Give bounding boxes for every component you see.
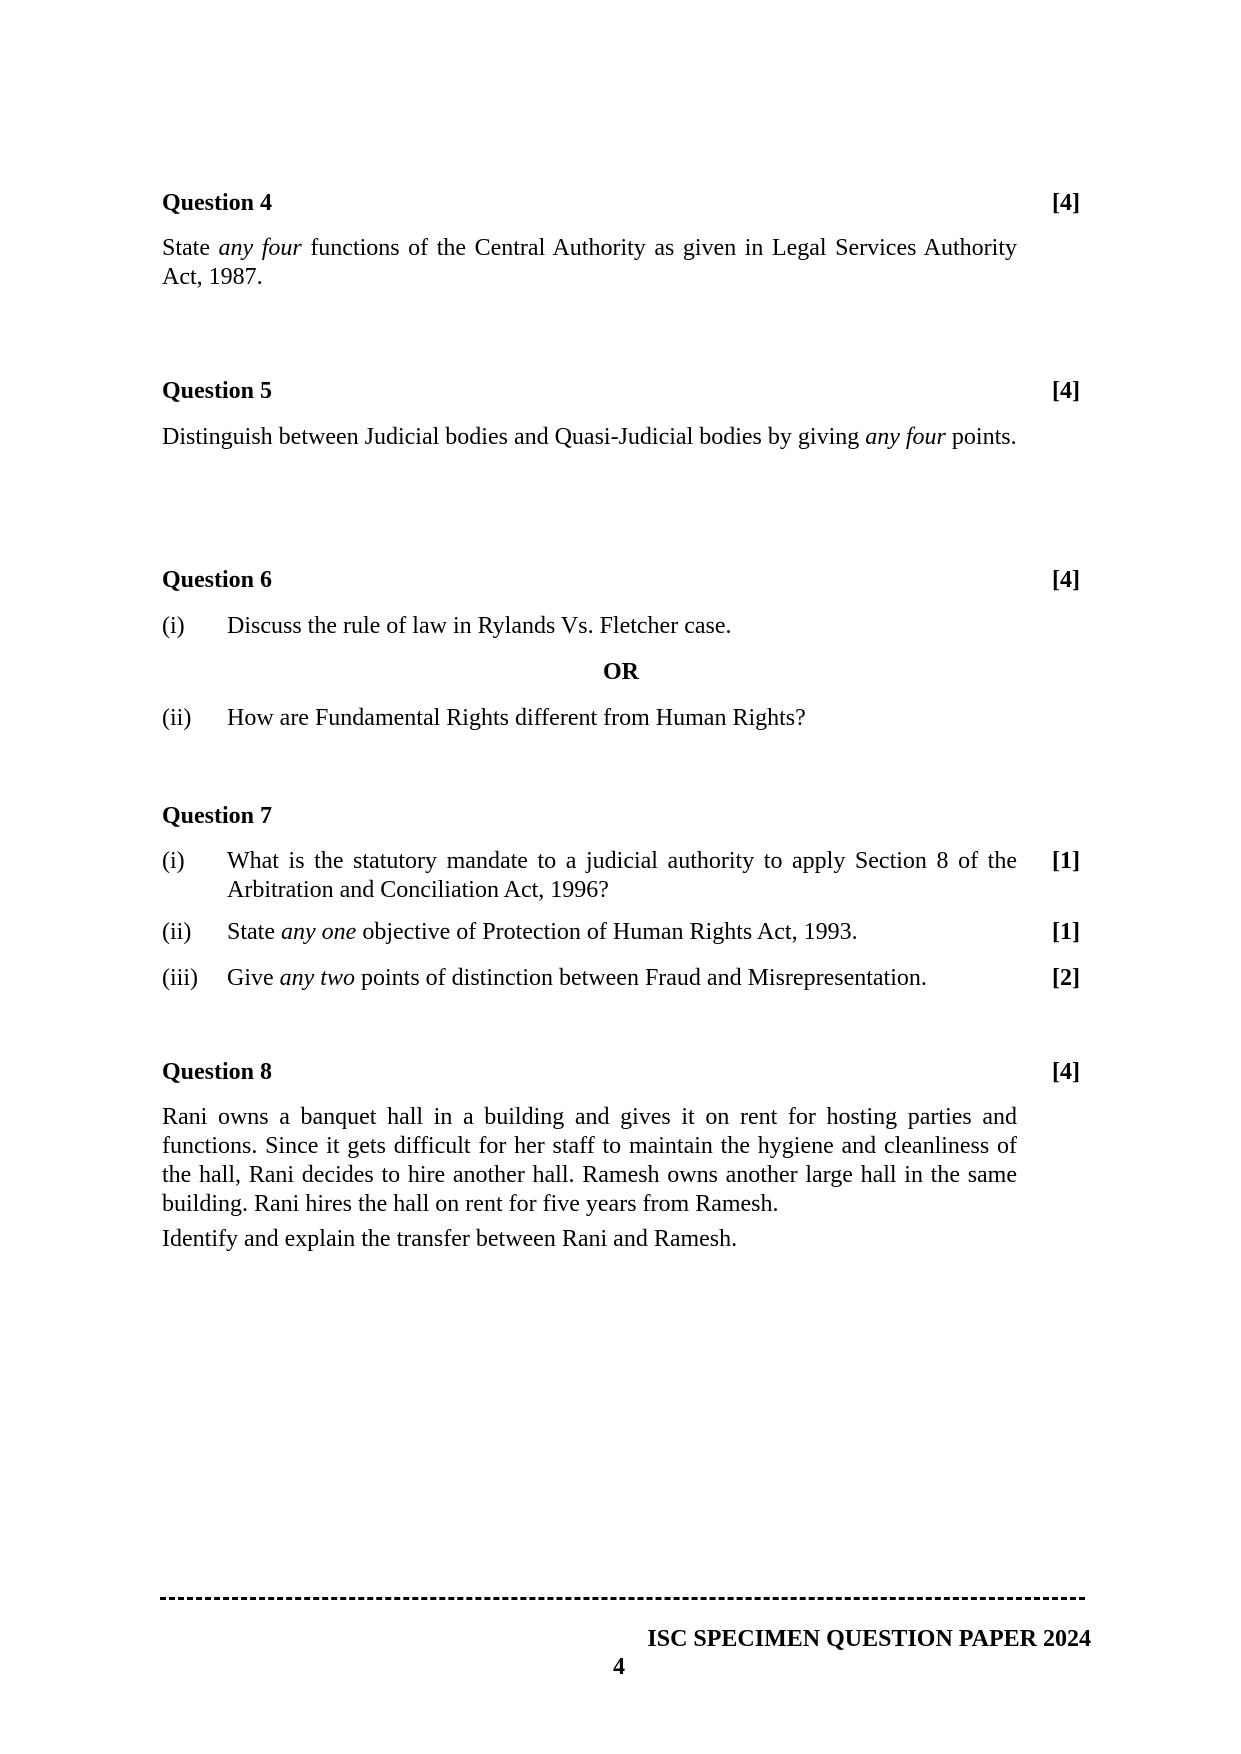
text-segment: points of distinction between Fraud and Misrepresentation. xyxy=(354,965,927,991)
item-text: What is the statutory mandate to a judicial authority to apply Section 8 of the Arbitration and Conciliation Act, 1996? xyxy=(227,848,1017,903)
item-text: How are Fundamental Rights different from Human Rights? xyxy=(227,705,806,731)
page-number: 4 xyxy=(613,1654,625,1680)
text-segment: functions of the Central Authority as given in Legal Services Authority Act, 1987. xyxy=(162,235,1017,290)
item-number: (ii) xyxy=(162,705,192,731)
emphasis-text: any four xyxy=(218,235,302,261)
item-number: (i) xyxy=(162,848,185,874)
question-marks: [4] xyxy=(1052,567,1080,593)
question-title: Question 4 xyxy=(162,190,273,216)
text-segment: Distinguish between Judicial bodies and Quasi-Judicial bodies by giving xyxy=(162,424,866,450)
question-7-header xyxy=(162,802,1080,830)
question-6-header xyxy=(162,566,1080,594)
item-text: Discuss the rule of law in Rylands Vs. Fletcher case. xyxy=(227,613,732,639)
item-text xyxy=(227,918,1017,947)
emphasis-text: any two xyxy=(279,965,355,991)
emphasis-text: any four xyxy=(865,424,946,450)
question-title: Question 5 xyxy=(162,378,273,404)
question-title: Question 6 xyxy=(162,567,273,593)
question-title: Question 8 xyxy=(162,1059,273,1085)
question-marks: [4] xyxy=(1052,378,1080,404)
question-4-text xyxy=(162,234,1017,292)
question-marks: [4] xyxy=(1052,190,1080,216)
text-segment: State xyxy=(162,235,219,261)
item-marks: [1] xyxy=(1052,848,1080,874)
text-segment: Give xyxy=(227,965,280,991)
question-8-paragraph-1: Rani owns a banquet hall in a building and gives it on rent for hosting parties and functions. Since it gets difficult for her staff to maintain the hygiene and cleanliness of the hall, Rani decides to hire another hall. Ramesh owns another large hall in the same building. Rani hires the hall on rent for five years from Ramesh. xyxy=(162,1104,1017,1217)
question-4-header xyxy=(162,189,1080,217)
item-marks: [1] xyxy=(1052,919,1080,945)
item-marks: [2] xyxy=(1052,965,1080,991)
item-number: (ii) xyxy=(162,919,192,945)
question-8-paragraph-2: Identify and explain the transfer between Rani and Ramesh. xyxy=(162,1226,738,1252)
or-separator: OR xyxy=(603,659,639,685)
item-text xyxy=(227,964,1017,993)
footer-title: ISC SPECIMEN QUESTION PAPER 2024 xyxy=(647,1626,1091,1652)
question-title: Question 7 xyxy=(162,803,273,829)
text-segment: objective of Protection of Human Rights Act, 1993. xyxy=(356,919,858,945)
question-5-text xyxy=(162,423,1017,452)
emphasis-text: any one xyxy=(281,919,357,945)
text-segment: State xyxy=(227,919,281,945)
text-segment: points. xyxy=(945,424,1017,450)
item-number: (i) xyxy=(162,613,185,639)
question-5-header xyxy=(162,377,1080,405)
footer-divider xyxy=(160,1597,1085,1600)
question-marks: [4] xyxy=(1052,1059,1080,1085)
question-8-header xyxy=(162,1058,1080,1086)
item-number: (iii) xyxy=(162,965,198,991)
